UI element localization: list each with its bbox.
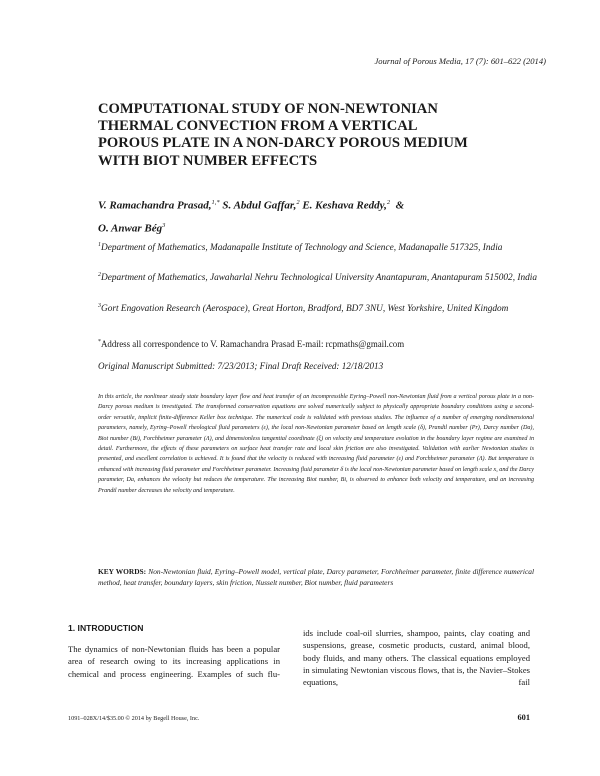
author-name: O. Anwar Bég: [98, 222, 163, 235]
affiliation-superscript: 3: [98, 303, 101, 309]
affiliation-text: Department of Mathematics, Madanapalle Institute of Technology and Science, Madanapalle 517325, India: [101, 243, 503, 254]
author-name: V. Ramachandra Prasad,: [98, 199, 212, 212]
author-name: E. Keshava Reddy,: [302, 199, 387, 212]
journal-reference: Journal of Porous Media, 17 (7): 601–622 (2014): [374, 56, 546, 66]
author-conjunction: &: [395, 199, 405, 212]
author-superscript: 2: [386, 199, 391, 206]
affiliation-superscript: 1: [98, 242, 101, 248]
title-line: WITH BIOT NUMBER EFFECTS: [98, 152, 318, 169]
author-superscript: 1,*: [211, 199, 220, 206]
affiliation-superscript: 2: [98, 272, 101, 278]
correspondence-line: [98, 336, 538, 350]
keywords-label: KEY WORDS:: [98, 567, 147, 576]
affiliation-text: Gort Engovation Research (Aerospace), Great Horton, Bradford, BD7 3NU, West Yorkshire, United Kingdom: [101, 304, 509, 315]
title-line: POROUS PLATE IN A NON-DARCY POROUS MEDIUM: [98, 135, 468, 152]
manuscript-dates: Original Manuscript Submitted: 7/23/2013; Final Draft Received: 12/18/2013: [98, 361, 384, 371]
author-list: [98, 193, 538, 238]
correspondence-asterisk: *: [98, 339, 101, 345]
affiliation-text: Department of Mathematics, Jawaharlal Nehru Technological University Anantapuram, Anantapuram 515002, India: [101, 273, 537, 284]
page-number: 601: [517, 713, 530, 722]
affiliation: [98, 300, 538, 317]
title-line: THERMAL CONVECTION FROM A VERTICAL: [98, 118, 418, 135]
affiliation: [98, 239, 538, 256]
affiliation: [98, 269, 538, 286]
intro-right-column: ids include coal-oil slurries, shampoo, paints, clay coating and suspensions, grease, cosmetic products, custard, animal blood, body fluids, and many others. The classical equations employed in simulating Newtonian viscous flows, that is, the Navier–Stokes equations, fail: [303, 628, 530, 688]
author-name: S. Abdul Gaffar,: [222, 199, 297, 212]
title-line: COMPUTATIONAL STUDY OF NON-NEWTONIAN: [98, 101, 438, 117]
correspondence-text: Address all correspondence to V. Ramachandra Prasad E-mail: rcpmaths@gmail.com: [101, 338, 405, 349]
footer-copyright: 1091–028X/14/$35.00 © 2014 by Begell House, Inc.: [68, 715, 200, 722]
paper-title: [98, 101, 538, 170]
section-heading: 1. INTRODUCTION: [68, 623, 144, 633]
author-superscript: 2: [296, 199, 300, 206]
keywords: [98, 567, 534, 588]
author-superscript: 3: [162, 221, 166, 229]
abstract: In this article, the nonlinear steady state boundary layer flow and heat transfer of an incompressible Eyring–Powell non-Newtonian fluid from a vertical porous plate in a non-Darcy porous medium is investigated. The transformed conservation equations are solved numerically subject to physically appropriate boundary conditions using a second-order versatile, implicit finite-difference Keller box technique. The numerical code is validated with previous studies. The influence of a number of emerging nondimensional parameters, namely, Eyring–Powell rheological fluid parameters (ε), the local non-Newtonian parameter based on length scale (δ), Prandtl number (Pr), Darcy number (Da), Biot number (Bi), Forchheimer parameter (Λ), and dimensionless tangential coordinate (ξ) on velocity and temperature evolution in the boundary layer regime are examined in detail. Furthermore, the effects of these parameters on surface heat transfer rate and local skin friction are also investigated. Validation with earlier Newtonian studies is presented, and excellent correlation is achieved. It is found that the velocity is reduced with increasing fluid parameter (ε) and Forchheimer parameter (Λ). But temperature is enhanced with increasing fluid parameter and Forchheimer parameter. Increasing fluid parameter δ is the local non-Newtonian parameter based on length scale x, and the Darcy parameter, Da, enhances the velocity but reduces the temperature. The increasing Biot number, Bi, is observed to enhance both velocity and temperature, and an increasing Prandtl number decreases the velocity and temperature.: [98, 394, 534, 494]
intro-left-column: The dynamics of non-Newtonian fluids has been a popular area of research owing to its increasing applications in chemical and process engineering. Examples of such flu-: [68, 644, 280, 679]
keywords-text: Non-Newtonian fluid, Eyring–Powell model, vertical plate, Darcy parameter, Forchheimer parameter, finite difference numerical method, heat transfer, boundary layers, skin friction, Nusselt number, Biot number, fluid parameters: [98, 567, 535, 587]
